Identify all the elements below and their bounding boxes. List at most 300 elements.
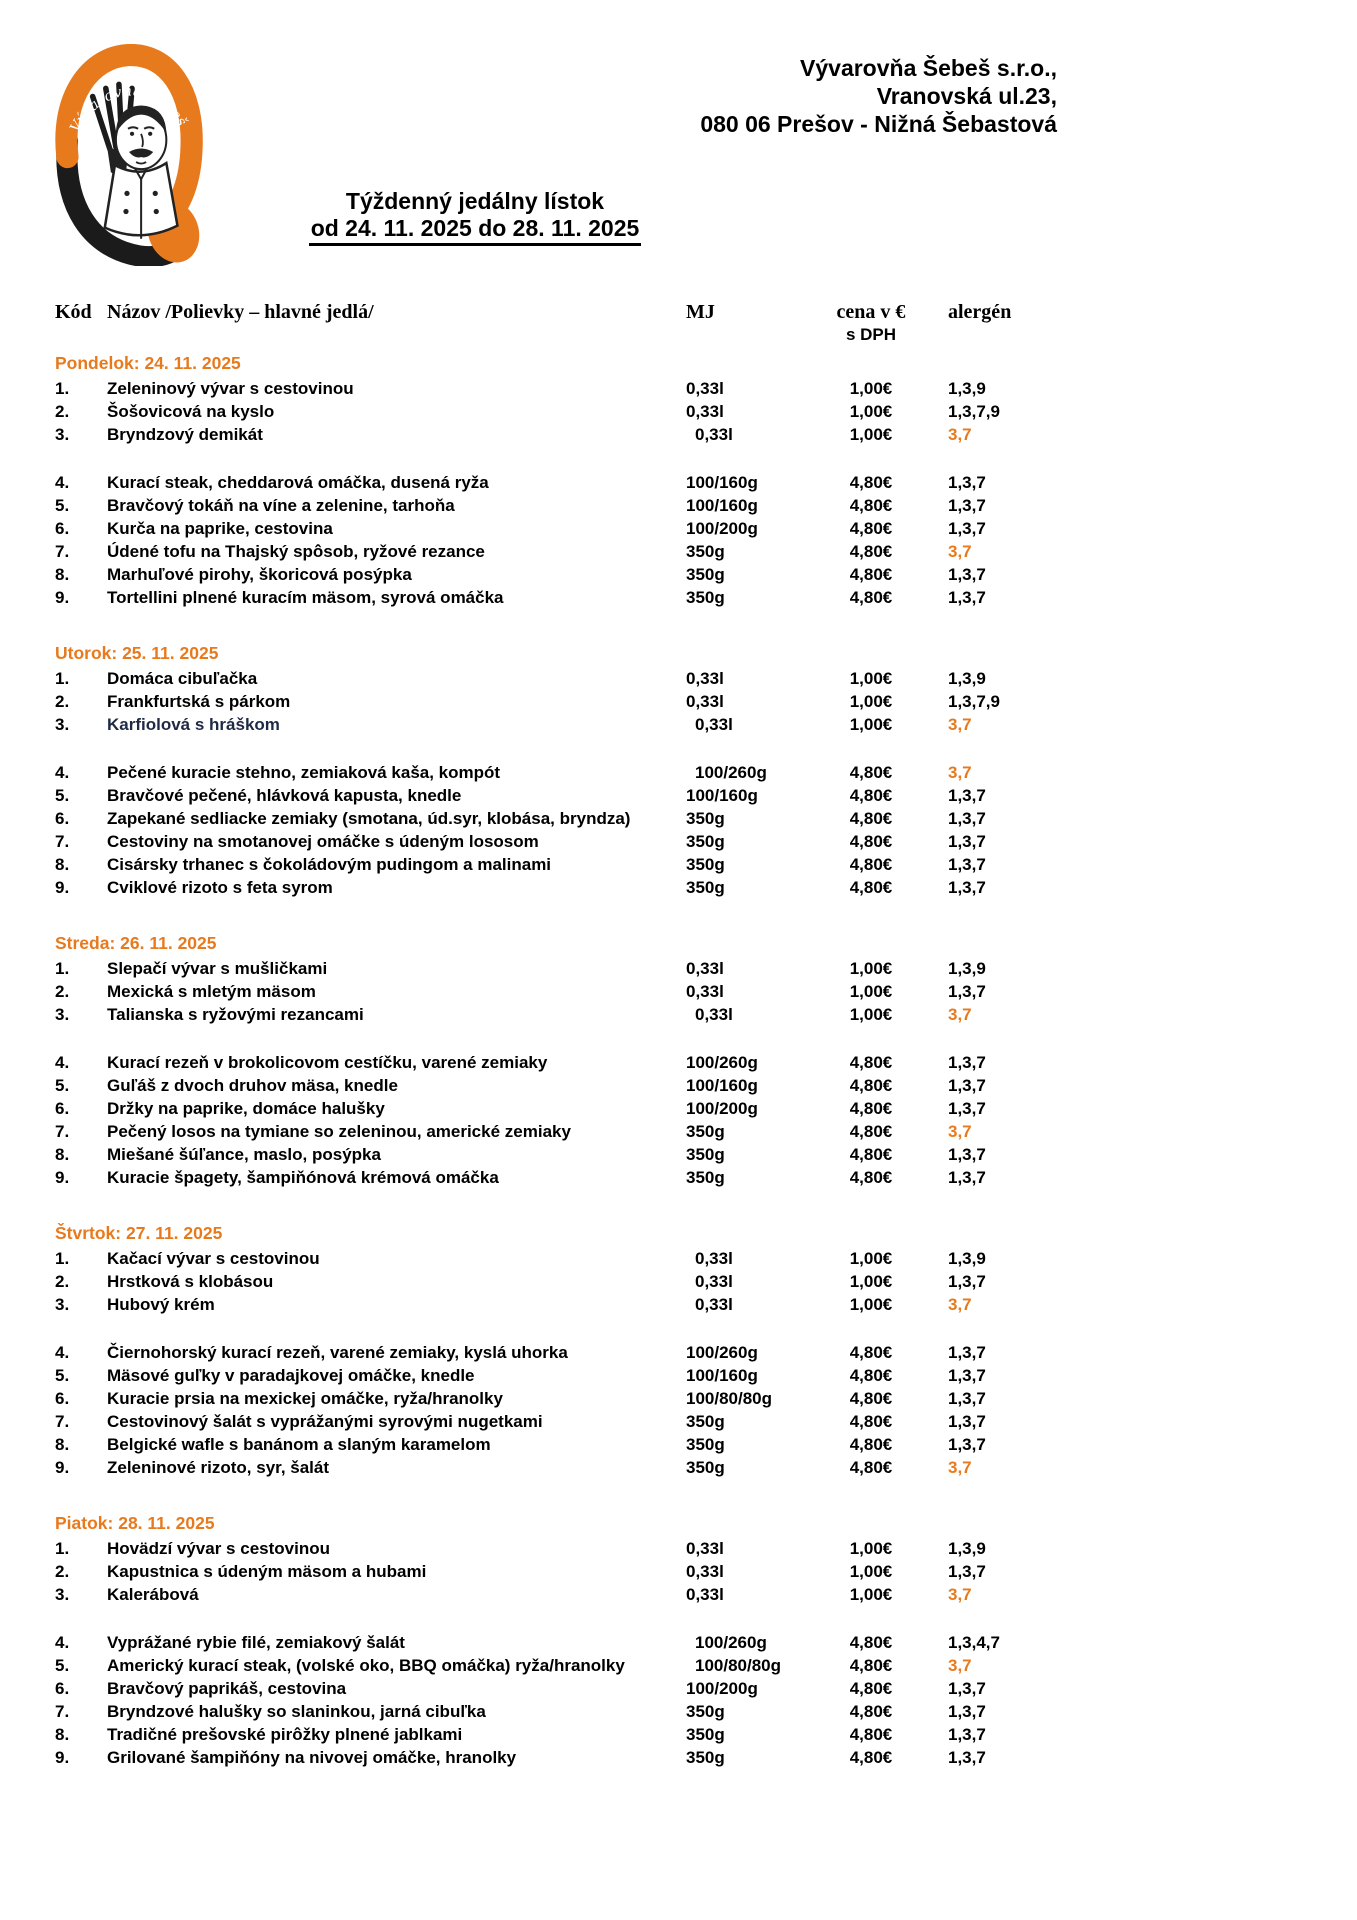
menu-item-row (55, 761, 1021, 784)
item-code: 9. (55, 1748, 70, 1767)
column-header-alergen: alergén (948, 301, 1012, 323)
company-city: 080 06 Prešov - Nižná Šebastová (700, 111, 1057, 137)
item-allergen: 1,3,7 (948, 832, 986, 851)
menu-item-row (55, 563, 1021, 586)
item-code: 6. (55, 809, 70, 828)
title-block (55, 188, 895, 246)
item-price: 1,00€ (849, 959, 893, 978)
item-price: 1,00€ (849, 982, 893, 1001)
item-code: 2. (55, 1272, 70, 1291)
item-code: 6. (55, 1679, 70, 1698)
item-price: 4,80€ (849, 1725, 893, 1744)
menu-item-row (55, 1097, 1021, 1120)
item-code: 3. (55, 715, 70, 734)
item-price: 4,80€ (849, 855, 893, 874)
item-allergen: 3,7 (948, 1458, 972, 1477)
item-code: 3. (55, 1585, 70, 1604)
item-code: 6. (55, 1389, 70, 1408)
item-price: 4,80€ (849, 878, 893, 897)
page-title: Týždenný jedálny lístok (345, 188, 605, 214)
item-price: 1,00€ (849, 1295, 893, 1314)
item-name: Kuracie špagety, šampiňónová krémová omáčka (107, 1168, 499, 1187)
item-code: 7. (55, 832, 70, 851)
item-code: 9. (55, 1458, 70, 1477)
item-name: Kurací steak, cheddarová omáčka, dusená ryža (107, 473, 489, 492)
item-unit: 0,33l (686, 982, 724, 1001)
day-rows (55, 1537, 1021, 1769)
item-price: 4,80€ (849, 1053, 893, 1072)
menu-item-row (55, 667, 1021, 690)
item-unit: 0,33l (686, 669, 724, 688)
item-code: 5. (55, 1656, 70, 1675)
item-allergen: 1,3,7,9 (948, 692, 1000, 711)
item-allergen: 1,3,7 (948, 1725, 986, 1744)
item-name: Bryndzový demikát (107, 425, 263, 444)
item-code: 3. (55, 425, 70, 444)
item-code: 2. (55, 402, 70, 421)
item-code: 8. (55, 1435, 70, 1454)
item-price: 4,80€ (849, 1366, 893, 1385)
menu-item-row (55, 1560, 1021, 1583)
item-code: 1. (55, 959, 70, 978)
item-price: 4,80€ (849, 1099, 893, 1118)
item-name: Zapekané sedliacke zemiaky (smotana, úd.syr, klobása, bryndza) (107, 809, 631, 828)
item-name: Kalerábová (107, 1585, 199, 1604)
item-unit: 0,33l (686, 402, 724, 421)
table-header (55, 300, 1021, 345)
item-unit: 350g (686, 1458, 725, 1477)
item-code: 5. (55, 786, 70, 805)
menu-item-row (55, 1270, 1021, 1293)
item-allergen: 1,3,7 (948, 1562, 986, 1581)
menu-item-row (55, 1341, 1021, 1364)
day-header: Piatok: 28. 11. 2025 (55, 1513, 215, 1533)
menu-item-row (55, 1631, 1021, 1654)
item-name: Tortellini plnené kuracím mäsom, syrová omáčka (107, 588, 504, 607)
day-header: Pondelok: 24. 11. 2025 (55, 353, 241, 373)
item-allergen: 1,3,7 (948, 565, 986, 584)
menu-item-row (55, 830, 1021, 853)
item-code: 8. (55, 565, 70, 584)
soups-mains-gap (55, 736, 1021, 761)
column-header-mj: MJ (686, 301, 715, 323)
menu-days (55, 352, 1021, 1802)
item-price: 4,80€ (849, 542, 893, 561)
item-allergen: 1,3,7 (948, 473, 986, 492)
menu-item-row (55, 784, 1021, 807)
item-allergen: 1,3,7,9 (948, 402, 1000, 421)
item-price: 4,80€ (849, 473, 893, 492)
day-rows (55, 1247, 1021, 1479)
item-code: 1. (55, 669, 70, 688)
column-header-cena-line2: s DPH (845, 325, 897, 344)
menu-item-row (55, 853, 1021, 876)
day-section (55, 352, 1021, 609)
column-header-nazov: Názov /Polievky – hlavné jedlá/ (107, 301, 374, 323)
menu-item-row (55, 400, 1021, 423)
item-code: 7. (55, 1702, 70, 1721)
soups-mains-gap (55, 1316, 1021, 1341)
item-allergen: 1,3,4,7 (948, 1633, 1000, 1652)
item-name: Cviklové rizoto s feta syrom (107, 878, 333, 897)
day-section (55, 932, 1021, 1189)
item-price: 1,00€ (849, 1585, 893, 1604)
item-name: Cestovinový šalát s vyprážanými syrovými nugetkami (107, 1412, 543, 1431)
item-price: 4,80€ (849, 1389, 893, 1408)
item-code: 8. (55, 855, 70, 874)
item-allergen: 1,3,7 (948, 786, 986, 805)
item-price: 1,00€ (849, 1005, 893, 1024)
item-price: 4,80€ (849, 809, 893, 828)
item-unit: 0,33l (695, 1272, 733, 1291)
item-unit: 100/160g (686, 1366, 758, 1385)
item-price: 4,80€ (849, 1343, 893, 1362)
item-price: 4,80€ (849, 786, 893, 805)
menu-item-row (55, 1003, 1021, 1026)
item-code: 7. (55, 542, 70, 561)
item-price: 4,80€ (849, 763, 893, 782)
menu-item-row (55, 1364, 1021, 1387)
item-unit: 350g (686, 565, 725, 584)
item-price: 1,00€ (849, 1562, 893, 1581)
item-allergen: 1,3,7 (948, 1343, 986, 1362)
menu-item-row (55, 876, 1021, 899)
item-unit: 0,33l (686, 692, 724, 711)
item-name: Frankfurtská s párkom (107, 692, 291, 711)
item-unit: 350g (686, 1122, 725, 1141)
item-name: Cisársky trhanec s čokoládovým pudingom a malinami (107, 855, 552, 874)
item-unit: 100/160g (686, 496, 758, 515)
item-price: 1,00€ (849, 379, 893, 398)
item-unit: 100/200g (686, 1679, 758, 1698)
menu-item-row (55, 1074, 1021, 1097)
item-price: 4,80€ (849, 1435, 893, 1454)
item-allergen: 3,7 (948, 425, 972, 444)
column-header-cena (806, 300, 936, 345)
soups-mains-gap (55, 446, 1021, 471)
item-code: 1. (55, 379, 70, 398)
item-name: Vyprážané rybie filé, zemiakový šalát (107, 1633, 405, 1652)
item-code: 7. (55, 1122, 70, 1141)
day-section (55, 642, 1021, 899)
item-allergen: 1,3,7 (948, 496, 986, 515)
item-allergen: 1,3,7 (948, 1145, 986, 1164)
day-section (55, 1222, 1021, 1479)
item-name: Talianska s ryžovými rezancami (107, 1005, 364, 1024)
item-allergen: 1,3,7 (948, 588, 986, 607)
item-unit: 0,33l (686, 379, 724, 398)
menu-item-row (55, 1677, 1021, 1700)
item-name: Pečený losos na tymiane so zeleninou, americké zemiaky (107, 1122, 571, 1141)
item-unit: 350g (686, 1168, 725, 1187)
item-name: Kurča na paprike, cestovina (107, 519, 333, 538)
day-header: Utorok: 25. 11. 2025 (55, 643, 219, 663)
item-allergen: 1,3,7 (948, 1272, 986, 1291)
item-unit: 0,33l (686, 1539, 724, 1558)
logo-arc-text: Vývarovňa Šebeš (67, 83, 190, 136)
item-name: Pečené kuracie stehno, zemiaková kaša, kompót (107, 763, 501, 782)
item-price: 1,00€ (849, 669, 893, 688)
column-header-kod: Kód (55, 301, 92, 323)
item-unit: 350g (686, 1145, 725, 1164)
item-name: Kačací vývar s cestovinou (107, 1249, 320, 1268)
item-code: 6. (55, 1099, 70, 1118)
menu-item-row (55, 690, 1021, 713)
item-unit: 0,33l (695, 715, 733, 734)
item-allergen: 1,3,7 (948, 1748, 986, 1767)
menu-item-row (55, 423, 1021, 446)
item-name: Americký kurací steak, (volské oko, BBQ omáčka) ryža/hranolky (107, 1656, 625, 1675)
item-unit: 100/260g (686, 1053, 758, 1072)
menu-item-row (55, 1723, 1021, 1746)
item-name: Hrstková s klobásou (107, 1272, 274, 1291)
item-allergen: 1,3,9 (948, 1249, 986, 1268)
item-code: 9. (55, 1168, 70, 1187)
item-price: 4,80€ (849, 1702, 893, 1721)
item-name: Kuracie prsia na mexickej omáčke, ryža/hranolky (107, 1389, 503, 1408)
item-name: Karfiolová s hráškom (107, 715, 280, 734)
item-code: 7. (55, 1412, 70, 1431)
item-unit: 0,33l (686, 1562, 724, 1581)
item-price: 1,00€ (849, 1539, 893, 1558)
company-street: Vranovská ul.23, (876, 83, 1057, 109)
item-allergen: 3,7 (948, 1295, 972, 1314)
item-name: Bravčové pečené, hlávková kapusta, knedle (107, 786, 462, 805)
item-price: 4,80€ (849, 1679, 893, 1698)
day-rows (55, 957, 1021, 1189)
item-name: Bravčový paprikáš, cestovina (107, 1679, 347, 1698)
item-name: Čiernohorský kurací rezeň, varené zemiaky, kyslá uhorka (107, 1343, 568, 1362)
item-unit: 100/160g (686, 786, 758, 805)
item-unit: 100/200g (686, 1099, 758, 1118)
item-allergen: 1,3,9 (948, 1539, 986, 1558)
soups-mains-gap (55, 1026, 1021, 1051)
menu-item-row (55, 540, 1021, 563)
item-code: 5. (55, 1076, 70, 1095)
item-name: Tradičné prešovské pirôžky plnené jablkami (107, 1725, 463, 1744)
item-allergen: 3,7 (948, 1585, 972, 1604)
item-price: 4,80€ (849, 565, 893, 584)
item-name: Cestoviny na smotanovej omáčke s údeným lososom (107, 832, 539, 851)
day-rows (55, 377, 1021, 609)
item-unit: 350g (686, 588, 725, 607)
menu-item-row (55, 980, 1021, 1003)
menu-item-row (55, 1051, 1021, 1074)
item-allergen: 3,7 (948, 1005, 972, 1024)
item-code: 8. (55, 1725, 70, 1744)
item-allergen: 1,3,7 (948, 1389, 986, 1408)
item-price: 1,00€ (849, 402, 893, 421)
item-code: 1. (55, 1249, 70, 1268)
item-price: 4,80€ (849, 1145, 893, 1164)
item-code: 4. (55, 763, 70, 782)
item-allergen: 1,3,7 (948, 1679, 986, 1698)
menu-item-row (55, 494, 1021, 517)
item-name: Šošovicová na kyslo (107, 402, 275, 421)
item-name: Guľáš z dvoch druhov mäsa, knedle (107, 1076, 398, 1095)
item-unit: 350g (686, 1725, 725, 1744)
company-address (700, 54, 1057, 138)
item-allergen: 3,7 (948, 715, 972, 734)
menu-item-row (55, 377, 1021, 400)
item-price: 4,80€ (849, 1168, 893, 1187)
item-unit: 100/80/80g (695, 1656, 782, 1675)
item-code: 3. (55, 1295, 70, 1314)
item-allergen: 1,3,7 (948, 982, 986, 1001)
item-unit: 350g (686, 1435, 725, 1454)
menu-item-row (55, 1537, 1021, 1560)
item-code: 4. (55, 1633, 70, 1652)
item-unit: 100/260g (695, 763, 767, 782)
item-name: Zeleninový vývar s cestovinou (107, 379, 354, 398)
item-unit: 0,33l (695, 425, 733, 444)
item-price: 4,80€ (849, 588, 893, 607)
menu-item-row (55, 1700, 1021, 1723)
item-unit: 0,33l (695, 1295, 733, 1314)
item-price: 1,00€ (849, 425, 893, 444)
item-name: Zeleninové rizoto, syr, šalát (107, 1458, 330, 1477)
item-price: 4,80€ (849, 496, 893, 515)
item-price: 1,00€ (849, 1272, 893, 1291)
item-unit: 0,33l (686, 959, 724, 978)
item-unit: 0,33l (695, 1005, 733, 1024)
item-code: 9. (55, 588, 70, 607)
item-price: 1,00€ (849, 715, 893, 734)
item-code: 3. (55, 1005, 70, 1024)
menu-item-row (55, 1247, 1021, 1270)
item-price: 1,00€ (849, 1249, 893, 1268)
item-name: Mäsové guľky v paradajkovej omáčke, knedle (107, 1366, 475, 1385)
item-code: 6. (55, 519, 70, 538)
menu-item-row (55, 586, 1021, 609)
menu-item-row (55, 1433, 1021, 1456)
item-allergen: 1,3,7 (948, 1053, 986, 1072)
item-allergen: 1,3,7 (948, 878, 986, 897)
item-name: Bryndzové halušky so slaninkou, jarná cibuľka (107, 1702, 486, 1721)
menu-item-row (55, 1654, 1021, 1677)
item-price: 4,80€ (849, 1748, 893, 1767)
item-code: 5. (55, 1366, 70, 1385)
menu-item-row (55, 1387, 1021, 1410)
menu-item-row (55, 1746, 1021, 1769)
menu-item-row (55, 517, 1021, 540)
item-unit: 350g (686, 809, 725, 828)
item-name: Hubový krém (107, 1295, 215, 1314)
item-name: Hovädzí vývar s cestovinou (107, 1539, 330, 1558)
menu-item-row (55, 1166, 1021, 1189)
item-unit: 350g (686, 855, 725, 874)
item-allergen: 1,3,7 (948, 1412, 986, 1431)
menu-item-row (55, 1120, 1021, 1143)
item-price: 4,80€ (849, 1412, 893, 1431)
day-header: Štvrtok: 27. 11. 2025 (55, 1223, 223, 1243)
item-code: 5. (55, 496, 70, 515)
day-section (55, 1512, 1021, 1769)
item-unit: 100/160g (686, 473, 758, 492)
item-name: Kurací rezeň v brokolicovom cestíčku, varené zemiaky (107, 1053, 548, 1072)
item-allergen: 3,7 (948, 763, 972, 782)
day-rows (55, 667, 1021, 899)
item-name: Držky na paprike, domáce halušky (107, 1099, 385, 1118)
item-unit: 100/80/80g (686, 1389, 773, 1408)
item-price: 4,80€ (849, 1076, 893, 1095)
item-code: 8. (55, 1145, 70, 1164)
item-allergen: 1,3,9 (948, 379, 986, 398)
item-price: 4,80€ (849, 1633, 893, 1652)
date-range: od 24. 11. 2025 do 28. 11. 2025 (309, 215, 642, 246)
item-allergen: 1,3,7 (948, 1702, 986, 1721)
menu-item-row (55, 807, 1021, 830)
item-name: Grilované šampiňóny na nivovej omáčke, hranolky (107, 1748, 517, 1767)
item-unit: 100/160g (686, 1076, 758, 1095)
item-code: 4. (55, 473, 70, 492)
item-unit: 350g (686, 878, 725, 897)
item-allergen: 1,3,9 (948, 669, 986, 688)
item-unit: 350g (686, 832, 725, 851)
item-unit: 350g (686, 1702, 725, 1721)
item-allergen: 3,7 (948, 1656, 972, 1675)
item-unit: 350g (686, 542, 725, 561)
menu-item-row (55, 713, 1021, 736)
item-unit: 350g (686, 1748, 725, 1767)
item-allergen: 1,3,7 (948, 809, 986, 828)
item-code: 4. (55, 1053, 70, 1072)
item-code: 2. (55, 982, 70, 1001)
item-code: 1. (55, 1539, 70, 1558)
item-name: Bravčový tokáň na víne a zelenine, tarhoňa (107, 496, 455, 515)
item-unit: 0,33l (686, 1585, 724, 1604)
soups-mains-gap (55, 1606, 1021, 1631)
item-name: Belgické wafle s banánom a slaným karamelom (107, 1435, 491, 1454)
item-name: Miešané šúľance, maslo, posýpka (107, 1145, 381, 1164)
item-price: 4,80€ (849, 1122, 893, 1141)
item-unit: 0,33l (695, 1249, 733, 1268)
day-header: Streda: 26. 11. 2025 (55, 933, 217, 953)
column-header-cena-line1: cena v € (836, 301, 906, 323)
item-allergen: 3,7 (948, 1122, 972, 1141)
menu-item-row (55, 1583, 1021, 1606)
item-allergen: 1,3,7 (948, 519, 986, 538)
item-code: 2. (55, 1562, 70, 1581)
menu-item-row (55, 957, 1021, 980)
item-allergen: 1,3,7 (948, 1168, 986, 1187)
menu-item-row (55, 471, 1021, 494)
item-unit: 100/200g (686, 519, 758, 538)
menu-item-row (55, 1456, 1021, 1479)
item-unit: 100/260g (695, 1633, 767, 1652)
item-allergen: 1,3,7 (948, 1099, 986, 1118)
item-price: 4,80€ (849, 1656, 893, 1675)
menu-item-row (55, 1293, 1021, 1316)
menu-item-row (55, 1410, 1021, 1433)
item-code: 2. (55, 692, 70, 711)
item-unit: 350g (686, 1412, 725, 1431)
item-allergen: 1,3,7 (948, 1076, 986, 1095)
item-code: 4. (55, 1343, 70, 1362)
item-unit: 100/260g (686, 1343, 758, 1362)
item-name: Slepačí vývar s mušličkami (107, 959, 328, 978)
item-name: Marhuľové pirohy, škoricová posýpka (107, 565, 412, 584)
item-name: Mexická s mletým mäsom (107, 982, 316, 1001)
item-code: 9. (55, 878, 70, 897)
item-name: Domáca cibuľačka (107, 669, 258, 688)
company-name: Vývarovňa Šebeš s.r.o., (800, 55, 1057, 81)
item-name: Údené tofu na Thajský spôsob, ryžové rezance (107, 542, 485, 561)
menu-item-row (55, 1143, 1021, 1166)
item-price: 4,80€ (849, 832, 893, 851)
item-price: 1,00€ (849, 692, 893, 711)
item-allergen: 1,3,9 (948, 959, 986, 978)
